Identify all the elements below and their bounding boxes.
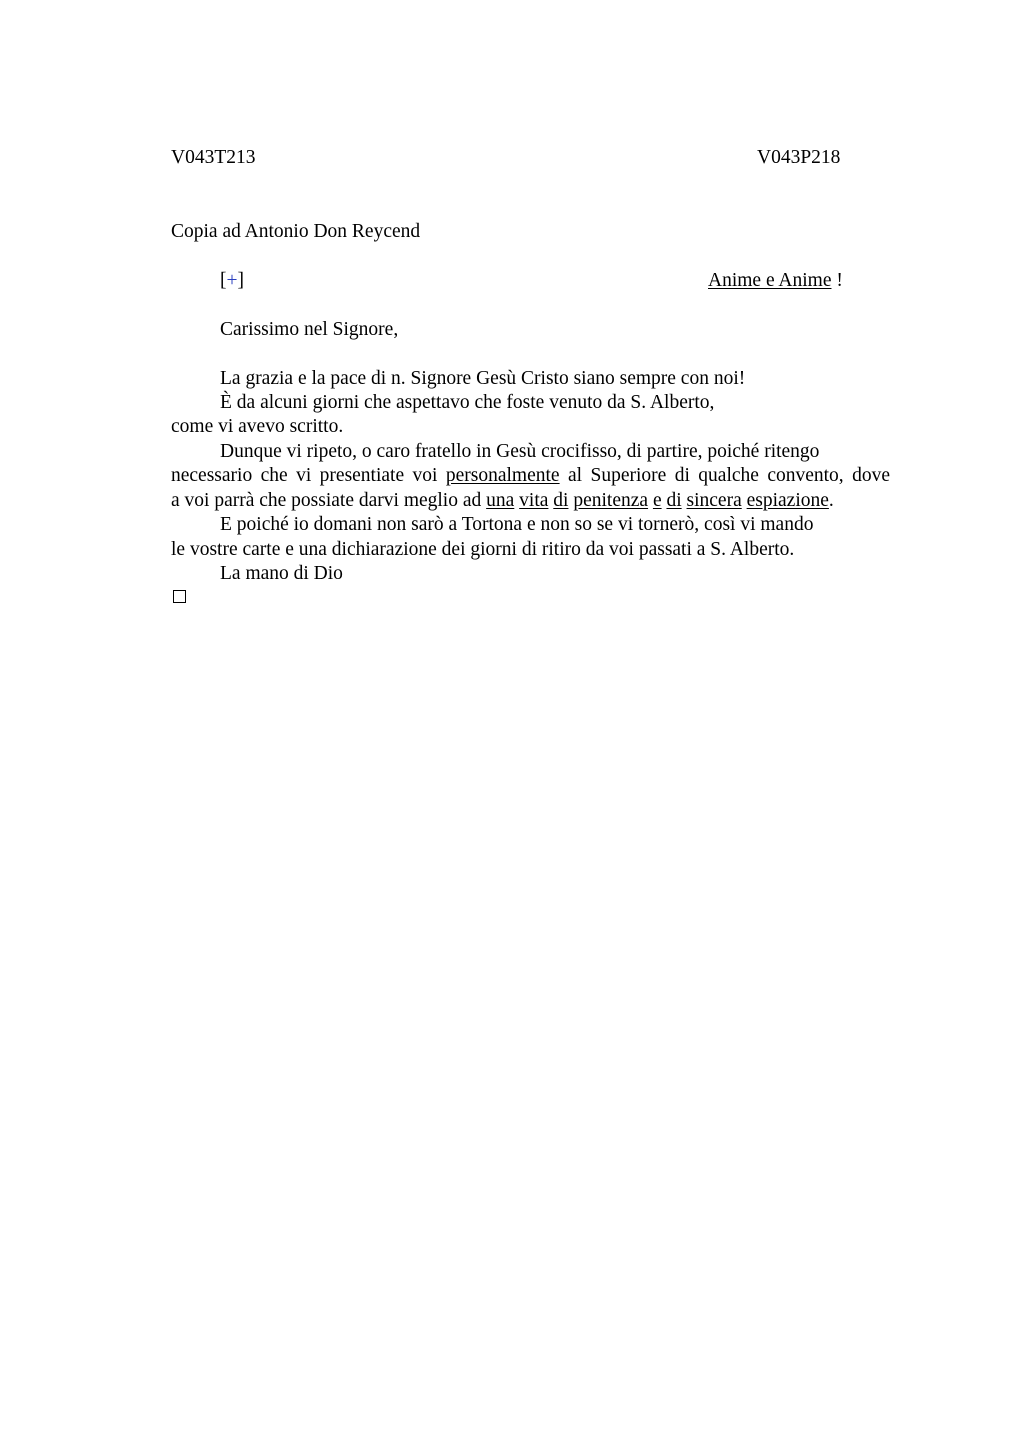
underlined-word: e (652, 490, 662, 511)
underlined-word: penitenza (573, 490, 649, 511)
body-line-1: La grazia e la pace di n. Signore Gesù Cristo siano sempre con noi! (220, 368, 746, 389)
body-line-3: come vi avevo scritto. (171, 416, 344, 437)
motto (708, 269, 843, 293)
body-line-5 (171, 464, 890, 488)
body-line-8: le vostre carte e una dichiarazione dei giorni di ritiro da voi passati a S. Alberto. (171, 539, 795, 560)
bracket-open: [ (220, 270, 227, 291)
body-line-6-start: a voi parrà che possiate darvi meglio ad (171, 490, 487, 511)
motto-end: ! (831, 270, 843, 291)
body-line-4: Dunque vi ripeto, o caro fratello in Gesù crocifisso, di partire, poiché ritengo (220, 441, 820, 462)
document-code-right: V043P218 (757, 147, 841, 168)
body-line-9: La mano di Dio (220, 563, 343, 584)
underlined-word: di (553, 490, 569, 511)
underlined-word: vita (519, 490, 549, 511)
underlined-word: sincera (686, 490, 742, 511)
body-line-6-end: . (828, 490, 834, 511)
underlined-word: espiazione (746, 490, 829, 511)
document-code-left: V043T213 (171, 147, 256, 168)
body-line-5-end: al Superiore di qualche convento, dove (559, 465, 890, 486)
underlined-personalmente: personalmente (445, 465, 560, 486)
salutation: Carissimo nel Signore, (220, 319, 399, 340)
document-title: Copia ad Antonio Don Reycend (171, 221, 421, 242)
motto-text: Anime e Anime (708, 270, 832, 291)
body-line-5-start: necessario che vi presentiate voi (171, 465, 446, 486)
body-line-6 (171, 489, 834, 513)
body-line-2: È da alcuni giorni che aspettavo che foste venuto da S. Alberto, (220, 392, 715, 413)
underlined-word: di (666, 490, 682, 511)
cross-icon: + (226, 270, 238, 291)
underlined-word: una (486, 490, 515, 511)
checkbox-icon (173, 590, 186, 603)
body-line-7: E poiché io domani non sarò a Tortona e non so se vi tornerò, così vi mando (220, 514, 814, 535)
cross-marker (220, 269, 244, 293)
bracket-close: ] (237, 270, 244, 291)
